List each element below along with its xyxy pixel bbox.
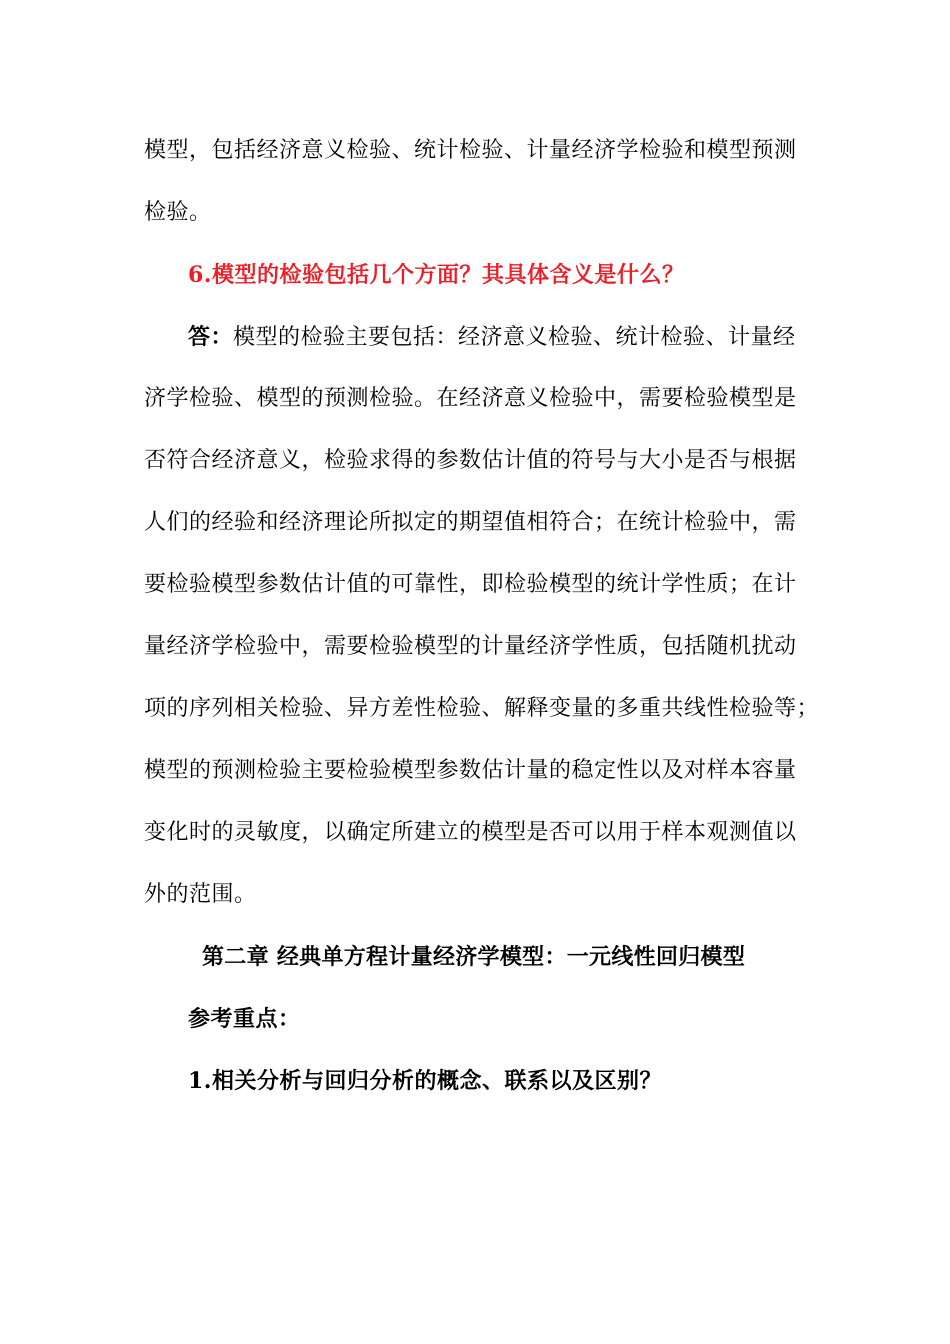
answer-line-7: 模型的预测检验主要检验模型参数估计量的稳定性以及对样本容量 — [144, 758, 797, 783]
answer-line-1: 济学检验、模型的预测检验。在经济意义检验中，需要检验模型是 — [144, 386, 797, 411]
answer-first-line-text: 模型的检验主要包括：经济意义检验、统计检验、计量经 — [233, 325, 796, 350]
answer-line-4: 要检验模型参数估计值的可靠性，即检验模型的统计学性质；在计 — [144, 572, 797, 597]
answer-line-3: 人们的经验和经济理论所拟定的期望值相符合；在统计检验中，需 — [144, 510, 797, 535]
answer-line-2: 否符合经济意义，检验求得的参数估计值的符号与大小是否与根据 — [144, 448, 797, 473]
answer-line-9: 外的范围。 — [144, 882, 257, 907]
answer-line-6: 项的序列相关检验、异方差性检验、解释变量的多重共线性检验等； — [144, 696, 820, 721]
question-1-heading: 1.相关分析与回归分析的概念、联系以及区别？ — [188, 1068, 662, 1094]
answer-line-5: 量经济学检验中，需要检验模型的计量经济学性质，包括随机扰动 — [144, 634, 797, 659]
answer-first-line — [188, 323, 796, 352]
answer-line-8: 变化时的灵敏度，以确定所建立的模型是否可以用于样本观测值以 — [144, 820, 797, 845]
chapter-title: 第二章 经典单方程计量经济学模型：一元线性回归模型 — [202, 944, 746, 970]
intro-line-1: 模型，包括经济意义检验、统计检验、计量经济学检验和模型预测 — [144, 138, 797, 163]
intro-line-2: 检验。 — [144, 200, 212, 225]
answer-label: 答： — [188, 324, 234, 350]
key-points-label: 参考重点： — [188, 1006, 301, 1032]
question-6-heading: 6.模型的检验包括几个方面？其具体含义是什么？ — [188, 262, 685, 288]
